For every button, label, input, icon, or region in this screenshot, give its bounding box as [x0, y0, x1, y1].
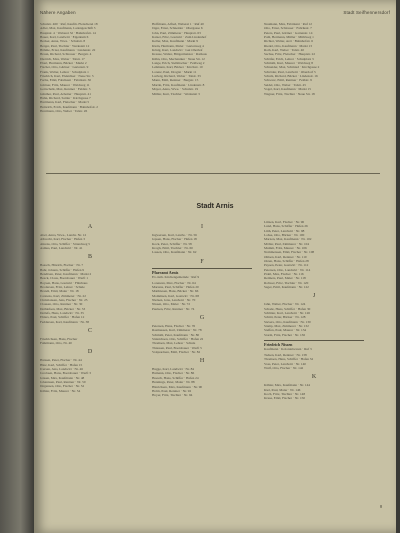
entry-line: Kaiser, Fritz, Gastwirt · Zum Lindenhof: [152, 35, 207, 40]
entry-line: Sachse, Fritz, Fleischer · Hauptstr. 22: [264, 52, 316, 57]
entry-line: Paysen, Peter, Gastwirt · Nr. 112: [264, 263, 309, 268]
entry-line: Braun, Richard, Schlosser · Bergstr. 4: [40, 52, 92, 57]
entry-line: Ahrens, Otto, Schiffer · Strandweg 5: [40, 241, 90, 246]
entry-line: John, Paul, Zimmerer · Hauptstr. 63: [152, 30, 201, 35]
entry-line: Fischer, Otto, Gärtner · Gartenstr. 9: [40, 65, 89, 70]
entry-line: Riedel, Otto, Kaufmann · Markt 13: [264, 43, 312, 48]
directory-page: [34, 0, 396, 533]
entry-line: Thomsen, Max, Lehrer · Schule: [152, 341, 196, 346]
alphabet-heading: F: [200, 258, 204, 265]
entry-line: Mommsen, Karl, Gastwirt · Nr. 68: [152, 293, 199, 298]
entry-line: Kruse, Emil, Fischer · Nr. 150: [264, 396, 306, 401]
running-header-left: Nähere Angaben: [40, 10, 76, 15]
entry-line: Schulz, Richard, Bäcker · Lindenstr. 16: [264, 74, 318, 79]
alphabet-heading: B: [87, 254, 92, 261]
entry-line: Rohwer, Fritz, Tischler · Nr. 120: [264, 280, 309, 285]
top-column-3: [264, 22, 364, 96]
page-number: 8: [380, 504, 382, 509]
entry-line: Sager, Emil, Kaufmann · Nr. 122: [264, 285, 309, 290]
alphabet-heading: G: [199, 314, 205, 321]
entry-line: Voss, Peter, Landwirt · Nr. 140: [264, 361, 306, 366]
entry-line: Thomsen, Hans, Schiffer · Hafen 32: [264, 357, 314, 362]
bottom-column-3: [264, 220, 364, 401]
entry-line: Jensen, Max, Kaufmann · Nr. 48: [40, 375, 85, 380]
entry-line: Heesch, Hans, Schiffer · Hafen 24: [152, 375, 199, 380]
entry-line: Lehmann, Karl, Bäcker · Kirchstr. 10: [152, 65, 203, 70]
entry-line: Schade, Hans, Schiffer · Hafen 30: [264, 306, 311, 311]
alphabet-heading: I: [201, 224, 203, 230]
entry-line: Hartmann, Karl, Fleischer · Markt 5: [40, 100, 90, 105]
entry-line: Schütt, Peter, Bäcker · Nr. 128: [264, 315, 306, 320]
entry-line: Boysen, Hans, Gastwirt · Fährhaus: [40, 280, 88, 285]
entry-line: Ingwersen, Karl, Landw. · Nr. 56: [152, 233, 197, 237]
entry-line: Kähler, Max, Kaufmann · Nr. 144: [264, 383, 311, 388]
entry-line: Berger, Paul, Tischler · Werkstatt 12: [40, 43, 90, 48]
entry-line: Brandt, Emil, Maler · Nr. 18: [40, 289, 79, 294]
entry-line: Jahn, Walter, Fischer · Nr. 124: [264, 302, 306, 307]
entry-line: Matthiesen, Hans, Bäcker · Nr. 66: [152, 289, 199, 294]
entry-line: Carstens, Karl, Zimmerer · Nr. 22: [40, 293, 86, 298]
entry-line: Lange, Erich, Stellmacher · Feldweg 2: [152, 61, 205, 66]
entry-line: Hoffmann, Alfred, Weberei 1 · Ruf 40: [152, 22, 204, 26]
entry-line: Martin, Fritz, Kaufmann · Lindenstr. 8: [152, 82, 205, 87]
boxed-listing-subtitle: Kaufmann · Kolonialwaren · Ruf 3: [264, 346, 312, 351]
entry-line: Roth, Karl, Weber · Talstr. 40: [264, 48, 305, 53]
entry-line: Schneider, Max, Schmied · Kirchgasse 2: [264, 65, 320, 70]
entry-line: Krause, Walter, Bürgermeister · Rathaus: [152, 52, 207, 57]
entry-line: Fuhrmann, Otto, Nr. 40: [40, 341, 72, 346]
entry-line: Becker, Anna, Wwe. · Schulstr. 8: [40, 39, 86, 44]
entry-line: Dietrich, Max, Weber · Talstr. 17: [40, 56, 85, 61]
entry-line: Kiel, Paul, Maler · Nr. 146: [264, 387, 301, 392]
entry-line: Schwarz, Emil, Rentner · Feldstr. 9: [264, 78, 312, 83]
entry-line: Brodersen, Fritz, Lehrer · Schule: [40, 284, 85, 289]
entry-line: Hoyer, Fritz, Tischler · Nr. 94: [152, 393, 193, 398]
alphabet-heading: K: [311, 374, 317, 381]
entry-line: Böhme, Ernst, Kaufmann · Lindenstr. 22: [40, 48, 96, 53]
entry-line: Neumann, Max, Fabrikant · Ruf 12: [264, 22, 312, 26]
entry-line: Gärtner, Fritz, Maurer · Waldweg 11: [40, 82, 90, 87]
book-spine: [0, 0, 34, 533]
boxed-listing-title: Friedrich Nissen: [264, 341, 293, 347]
entry-line: Krogh, Emil, Tischler · Nr. 60: [152, 246, 193, 251]
entry-line: Lützen, Karl, Fischer · Nr. 96: [264, 220, 305, 224]
entry-line: Reimers, Paul, Maler · Nr. 118: [264, 276, 306, 281]
boxed-listing: [264, 340, 364, 351]
entry-line: Hinrichsen, Max, Kaufmann · Nr. 90: [152, 384, 203, 389]
entry-line: Lorenzen, Max, Fischer · Nr. 64: [152, 280, 196, 285]
entry-line: Volquardsen, Emil, Fischer · Nr. 82: [152, 349, 201, 354]
alphabet-heading: J: [312, 293, 316, 300]
boxed-listing-subtitle: Ev.-luth. Kirchengemeinde · Ruf 9: [152, 274, 200, 279]
entry-line: Möller, Paul, Zimmerer · Nr. 104: [264, 241, 310, 246]
section-divider: [46, 173, 380, 174]
alphabet-heading: D: [87, 349, 93, 356]
entry-line: Herrmann, Otto, Weber · Talstr. 26: [40, 108, 88, 113]
entry-line: Lund, Hans, Schiffer · Hafen 26: [264, 224, 308, 229]
entry-line: Steffen, Paul, Maurer · Nr. 134: [264, 328, 307, 333]
entry-line: Abel, Anna, Wwe., Landw. Nr. 12: [40, 233, 87, 237]
entry-line: Baasch, Hinrich, Fischer · Nr. 7: [40, 263, 84, 268]
entry-line: Gottschalk, Max, Rentner · Feldstr. 3: [40, 87, 91, 92]
entry-line: Wagner, Fritz, Tischler · Neue Str. 18: [264, 91, 315, 96]
entry-line: Müller, Kurt, Tischler · Werkstatt 3: [152, 91, 200, 96]
entry-line: Beeck, Claus, Bootsbauer · Werft 1: [40, 276, 88, 281]
entry-line: Kähler, Fritz, Maurer · Nr. 54: [40, 388, 81, 393]
entry-line: Johannsen, Paul, Rentner · Nr. 50: [40, 380, 86, 385]
entry-line: Ebert, Hermann, Bäcker · Markt 2: [40, 61, 87, 66]
entry-line: Sievers, Otto, Kaufmann · Nr. 130: [264, 319, 311, 324]
entry-line: Richter, Walter, Arzt · Bahnhofstr. 6: [264, 39, 313, 44]
entry-line: Adler, Max, Kaufmann, Ladengeschäft 3: [40, 26, 96, 31]
top-column-1: [40, 22, 140, 113]
entry-line: Seidel, Otto, Weber · Talstr. 45: [264, 82, 306, 87]
entry-line: Bauer, Karl, Landwirt · Eigentum 6: [40, 35, 89, 40]
entry-line: Otzen, Hans, Schiffer · Hafen 28: [264, 259, 309, 264]
entry-line: Paulsen, Fritz, Rentner · Nr. 74: [152, 306, 195, 311]
entry-line: Wulf, Otto, Fischer · Nr. 142: [264, 366, 304, 371]
entry-line: Friedrichsen, Hans, Fischer: [40, 336, 78, 341]
entry-line: Martens, Paul, Schiffer · Hafen 20: [152, 285, 199, 290]
entry-line: Klein, Hermann, Maler · Gartenweg 4: [152, 43, 204, 48]
entry-line: Lüth, Peter, Landwirt · Nr. 98: [264, 228, 305, 233]
section-title: Stadt Arnis: [196, 203, 234, 210]
entry-line: Clausen, Otto, Rentner · Nr. 30: [40, 302, 83, 307]
entry-line: Hamann, Otto, Fischer · Nr. 86: [152, 371, 195, 376]
bottom-column-1: [40, 220, 140, 393]
entry-line: Tadsen, Karl, Rentner · Nr. 138: [264, 353, 307, 358]
entry-line: Prahl, Max, Fischer · Nr. 116: [264, 272, 304, 277]
entry-line: Lohse, Otto, Bäcker · Nr. 100: [264, 233, 305, 238]
entry-line: Schmidt, Peter, Kaufmann · Nr. 80: [152, 332, 200, 337]
entry-line: Jäger, Ernst, Schneider · Obergasse 6: [152, 26, 203, 31]
entry-line: Petersen, Hans, Fischer · Nr. 76: [152, 323, 196, 328]
entry-line: Ludwig, Richard, Weber · Talstr. 33: [152, 74, 201, 79]
entry-line: Hagge, Karl, Landwirt · Nr. 84: [152, 367, 194, 372]
entry-line: Jacobsen, Hans, Bootsbauer · Werft 3: [40, 371, 91, 376]
entry-line: Bahr, Johann, Schiffer · Hafen 9: [40, 267, 84, 272]
entry-line: Bendixen, Peter, Kaufmann · Markt 2: [40, 271, 92, 276]
entry-line: Heinrich, Erich, Kaufmann · Bahnhofstr. 2: [40, 104, 99, 109]
entry-line: Christiansen, Jens, Fischer · Nr. 25: [40, 297, 88, 302]
entry-line: Schröder, Paul, Landwirt · Oberdorf 5: [264, 69, 316, 74]
entry-line: Sönnichsen, Otto, Schiffer · Hafen 22: [152, 336, 204, 341]
entry-line: Mayer, Anna, Wwe. · Schulstr. 19: [152, 87, 199, 92]
entry-line: Albrecht, Karl, Fischer · Hafen 3: [40, 237, 85, 242]
entry-line: Mumm, Fritz, Maurer · Nr. 106: [264, 246, 307, 251]
entry-line: Koch, Fritz, Tischler · Nr. 148: [264, 391, 306, 396]
entry-line: Asmus, Paul, Landwirt · Nr. 41: [40, 246, 83, 251]
entry-line: Frank, Walter, Lehrer · Schulplatz 1: [40, 69, 89, 74]
entry-line: Hahn, Richard, Sattler · Kirchgasse 7: [40, 95, 91, 100]
entry-line: Mann, Emil, Rentner · Bergstr. 15: [152, 78, 199, 83]
entry-line: Friedrich, Kurt, Elektriker · Neue Str. 5: [40, 74, 94, 79]
entry-line: Holm, Paul, Rentner · Nr. 92: [152, 388, 192, 393]
entry-line: Detlefs, Hans, Landwirt · Nr. 35: [40, 310, 84, 315]
entry-line: Hauptstr. 4 · Weberei 32 · Bahnhofstr. 14: [40, 30, 96, 35]
entry-line: Schmidt, Kurt, Maurer · Waldweg 8: [264, 61, 313, 66]
alphabet-heading: C: [87, 327, 92, 334]
running-header-right: Stadt Seifhennersdorf: [343, 10, 390, 15]
entry-line: Nissen, Otto, Maler · Nr. 72: [152, 302, 191, 307]
bottom-column-2: [152, 220, 252, 398]
entry-line: Thiessen, Paul, Bootsbauer · Werft 5: [152, 345, 202, 350]
entry-line: Jepsen, Hans, Fischer · Hafen 18: [152, 237, 197, 242]
entry-line: Keller, Max, Kaufmann · Markt 9: [152, 39, 198, 44]
alphabet-heading: H: [199, 358, 205, 365]
entry-line: Lassen, Otto, Kaufmann · Nr. 62: [152, 250, 197, 255]
entry-line: Stamp, Max, Zimmerer · Nr. 132: [264, 324, 309, 329]
entry-line: Feddersen, Karl, Kaufmann · Nr. 38: [40, 319, 89, 324]
entry-line: Lorenz, Paul, Drogist · Markt 11: [152, 69, 197, 74]
entry-line: Hinz, Karl, Schiffer · Hafen 15: [40, 362, 83, 367]
entry-line: Storm, Fritz, Fischer · Nr. 136: [264, 332, 306, 337]
entry-line: Otto, Ernst, Schlosser · Fabrikstr. 7: [264, 26, 312, 31]
entry-line: Marxen, Max, Kaufmann · Nr. 102: [264, 237, 312, 242]
entry-line: Ohlsen, Karl, Rentner · Nr. 110: [264, 254, 307, 259]
entry-line: Kühn, Otto, Mechaniker · Neue Str. 12: [152, 56, 205, 61]
entry-line: Nielsen, Jens, Landwirt · Nr. 70: [152, 298, 196, 303]
entry-line: Fuchs, Emil, Fabrikant · Fabrikstr. 30: [40, 78, 92, 83]
entry-line: Kock, Peter, Schiffer · Nr. 58: [152, 241, 192, 246]
alphabet-heading: A: [87, 224, 93, 230]
entry-line: Iversen, Jens, Landwirt · Nr. 46: [40, 367, 83, 371]
entry-line: Schäfer, Erich, Lehrer · Schulplatz 3: [264, 56, 314, 61]
entry-line: Pohl, Hermann, Müller · Mühlweg 1: [264, 35, 314, 40]
entry-line: Rasmussen, Karl, Zimmerer · Nr. 78: [152, 328, 202, 333]
entry-line: Jürgensen, Otto, Fischer · Nr. 52: [40, 384, 85, 389]
entry-line: Hennings, Peter, Maler · Nr. 88: [152, 380, 195, 385]
boxed-listing-title: Pfarramt Arnis: [152, 269, 179, 275]
entry-line: Vogel, Karl, Kaufmann · Markt 15: [264, 87, 311, 92]
entry-line: Petersen, Otto, Landwirt · Nr. 114: [264, 267, 311, 272]
entry-line: Ehlers, Paul, Schiffer · Hafen 12: [40, 315, 85, 320]
entry-line: Hansen, Peter, Fischer · Nr. 44: [40, 358, 82, 363]
entry-line: Dethlefsen, Max, Bäcker · Nr. 33: [40, 306, 86, 311]
top-column-2: [152, 22, 252, 96]
entry-line: Nommensen, Emil, Fischer · Nr. 108: [264, 250, 315, 255]
entry-line: Günther, Paul, Arbeiter · Hauptstr. 41: [40, 91, 91, 96]
boxed-listing: [152, 268, 252, 279]
entry-line: Schlüter, Karl, Landwirt · Nr. 126: [264, 311, 311, 315]
entry-line: Schulstr. 460 · Ruf, Kaufm. Fleischerei 18: [40, 22, 98, 26]
entry-line: Peters, Paul, Gärtner · Gartenstr. 14: [264, 30, 313, 35]
entry-line: König, Kurt, Landwirt · Gut Oberhof: [152, 48, 203, 53]
